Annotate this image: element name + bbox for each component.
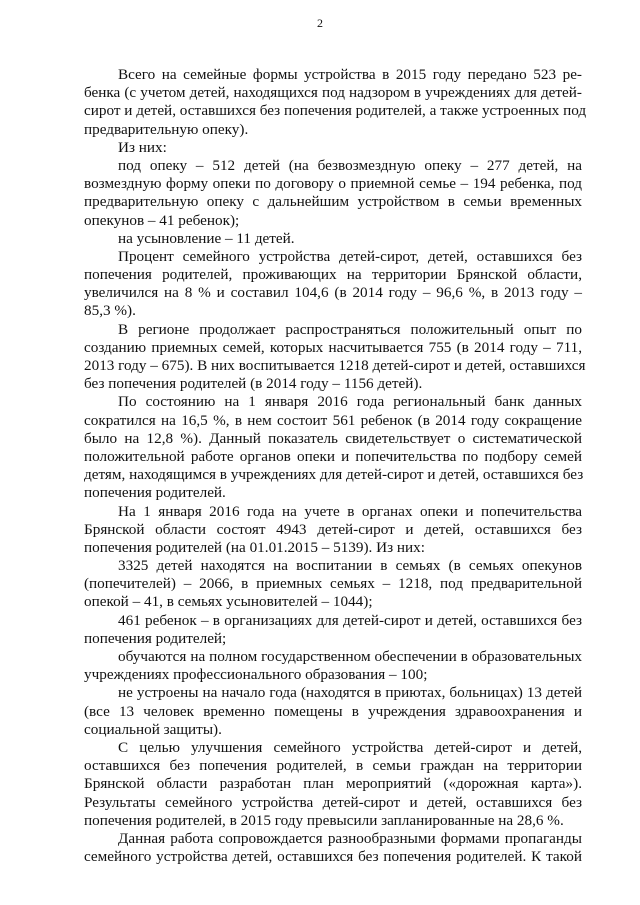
text-line: Из них:	[118, 138, 167, 156]
text-line: сирот и детей, оставшихся без попечения родителей, а также устроенных под	[84, 102, 587, 120]
text-line: попечения родителей, в 2015 году превысили запланированные на 28,6 %.	[84, 811, 564, 829]
text-line: предварительную опеку).	[84, 120, 249, 138]
text-line: учреждениях профессионального образования – 100;	[84, 666, 428, 684]
text-line: (попечителей) – 2066, в приемных семьях – 1218, под предварительной	[84, 575, 582, 593]
text-line: опекой – 41, в семьях усыновителей – 1044);	[84, 593, 373, 611]
text-line: было на 12,8 %). Данный показатель свидетельствует о систематической	[84, 429, 582, 447]
text-line: созданию приемных семей, которых насчитывается 755 (в 2014 году – 711,	[84, 338, 582, 356]
text-line: 85,3 %).	[84, 302, 136, 320]
text-line: увеличился на 8 % и составил 104,6 (в 2014 году – 96,6 %, в 2013 году –	[84, 284, 582, 302]
text-line: попечения родителей;	[84, 629, 227, 647]
text-line: положительной работе органов опеки и попечительства по подбору семей	[84, 447, 582, 465]
text-line: Всего на семейные формы устройства в 2015 году передано 523 ре-	[118, 66, 582, 83]
text-line: Брянской области состоят 4943 детей-сирот и детей, оставшихся без	[84, 520, 582, 538]
text-line: 461 ребенок – в организациях для детей-сирот и детей, оставшихся без	[118, 611, 582, 629]
text-line: детям, находящимся в учреждениях для детей-сирот и детей, оставшихся без	[84, 466, 584, 484]
text-line: (все 13 человек временно помещены в учреждения здравоохранения и	[84, 702, 582, 720]
text-line: бенка (с учетом детей, находящихся под надзором в учреждениях для детей-	[84, 84, 582, 102]
page-number: 2	[317, 16, 323, 30]
text-line: 3325 детей находятся на воспитании в семьях (в семьях опекунов	[118, 557, 582, 575]
text-line: опекунов – 41 ребенок);	[84, 211, 240, 229]
text-line: семейного устройства детей, оставшихся без попечения родителей. К такой	[84, 848, 582, 866]
text-line: Результаты семейного устройства детей-сирот и детей, оставшихся без	[84, 793, 582, 811]
text-line: без попечения родителей (в 2014 году – 1156 детей).	[84, 375, 423, 393]
text-line: В регионе продолжает распространяться положительный опыт по	[118, 320, 582, 338]
text-line: На 1 января 2016 года на учете в органах опеки и попечительства	[118, 502, 582, 520]
text-line: возмездную форму опеки по договору о приемной семье – 194 ребенка, под	[84, 175, 582, 193]
text-line: С целью улучшения семейного устройства детей-сирот и детей,	[118, 738, 582, 756]
text-line: Брянской области разработан план мероприятий («дорожная карта»).	[84, 775, 582, 793]
text-line: попечения родителей, проживающих на территории Брянской области,	[84, 266, 582, 284]
text-line: сократился на 16,5 %, в нем состоит 561 ребенок (в 2014 году сокращение	[84, 411, 582, 429]
text-line: не устроены на начало года (находятся в приютах, больницах) 13 детей	[118, 684, 582, 702]
text-line: попечения родителей.	[84, 484, 226, 502]
text-line: Данная работа сопровождается разнообразными формами пропаганды	[118, 829, 582, 847]
text-line: предварительную опеку с дальнейшим устройством в семьи временных	[84, 193, 582, 211]
text-line: оставшихся без попечения родителей, в семьи граждан на территории	[84, 757, 582, 775]
text-line: под опеку – 512 детей (на безвозмездную опеку – 277 детей, на	[118, 156, 582, 174]
body-text	[84, 66, 587, 866]
text-line: 2013 году – 675). В них воспитывается 1218 детей-сирот и детей, оставшихся	[84, 357, 586, 374]
text-line: попечения родителей (на 01.01.2015 – 5139). Из них:	[84, 538, 425, 556]
text-line: социальной защиты).	[84, 720, 222, 738]
text-line: По состоянию на 1 января 2016 года региональный банк данных	[118, 393, 582, 411]
text-line: обучаются на полном государственном обеспечении в образовательных	[118, 648, 582, 665]
text-line: на усыновление – 11 детей.	[118, 229, 295, 247]
text-line: Процент семейного устройства детей-сирот, детей, оставшихся без	[118, 247, 582, 265]
